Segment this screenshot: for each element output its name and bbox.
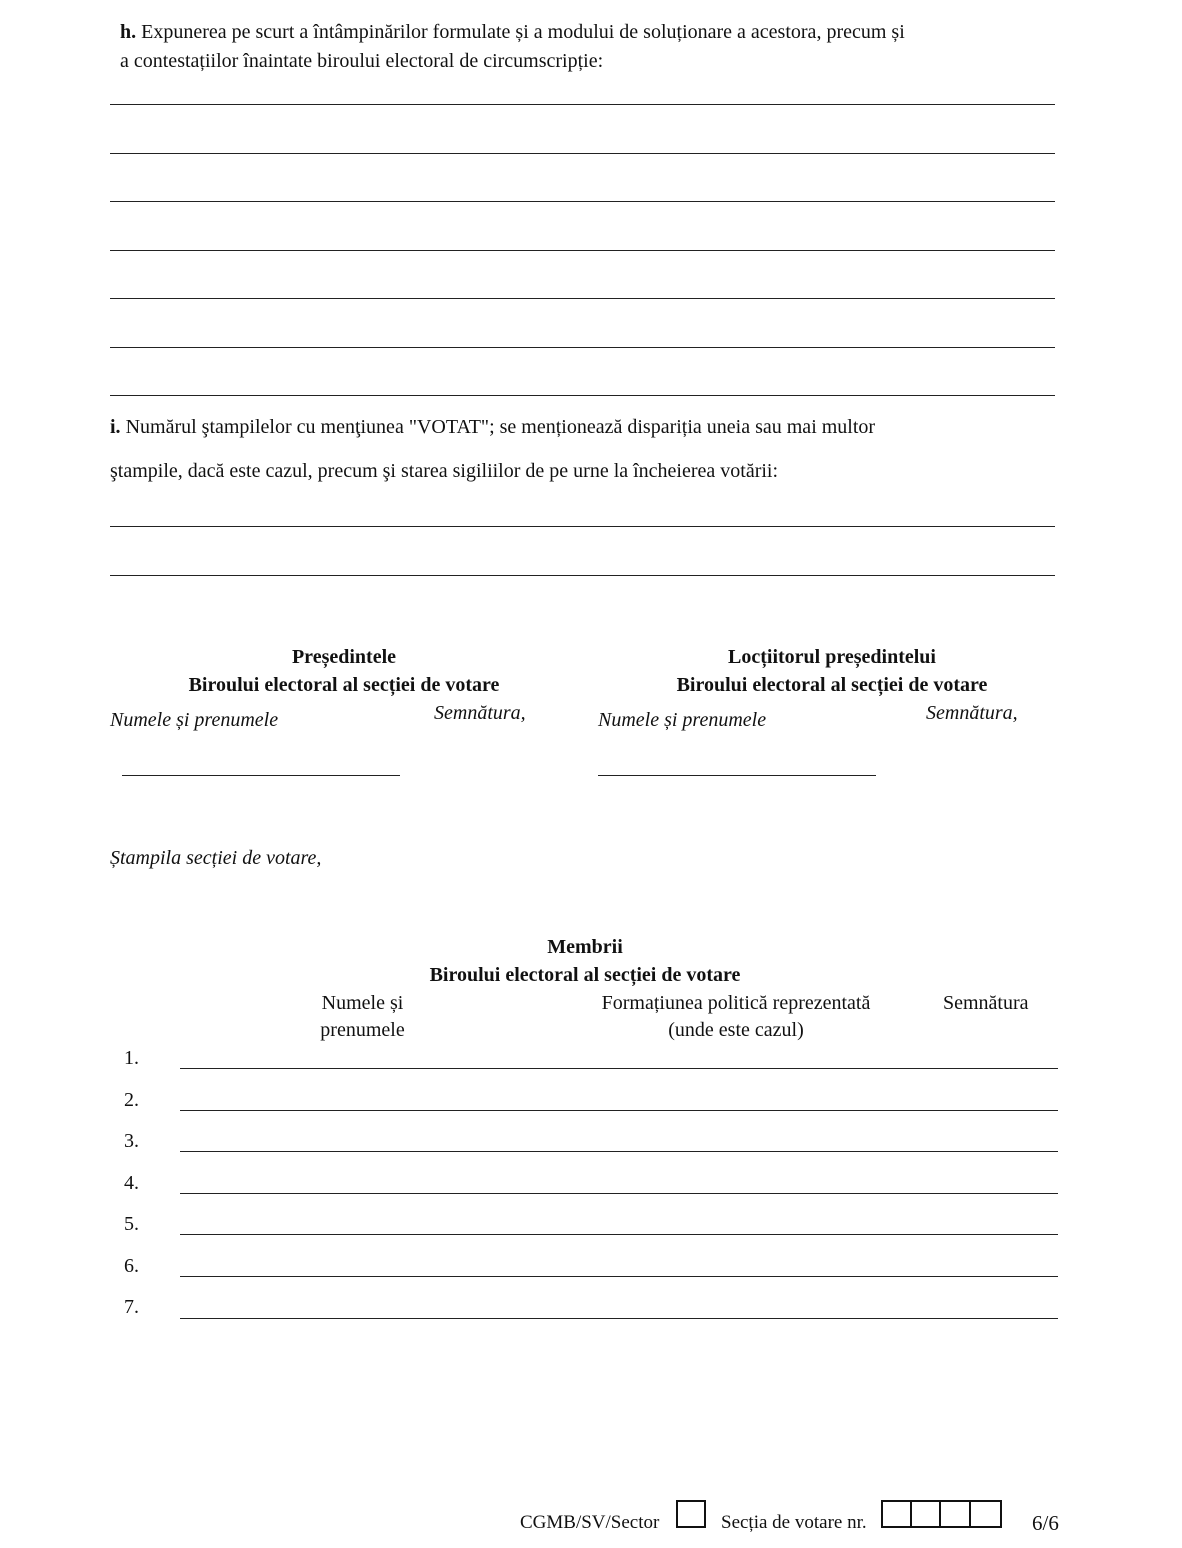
member-row-number: 1. <box>124 1047 139 1069</box>
write-line-h-1[interactable] <box>110 104 1055 105</box>
stamp-label: Ștampila secției de votare, <box>110 847 322 869</box>
footer-code: CGMB/SV/Sector <box>520 1512 660 1533</box>
president-name-line[interactable] <box>122 775 400 776</box>
section-i-line-1 <box>110 412 875 442</box>
member-row-line[interactable] <box>180 1276 1058 1277</box>
deputy-subtitle: Biroului electoral al secției de votare <box>676 674 988 696</box>
president-title: Președintele <box>291 646 397 668</box>
member-row-number: 4. <box>124 1172 139 1194</box>
member-row-number: 2. <box>124 1089 139 1111</box>
sector-box[interactable] <box>676 1500 706 1528</box>
members-subtitle: Biroului electoral al secției de votare <box>429 964 741 986</box>
write-line-i-1[interactable] <box>110 526 1055 527</box>
write-line-h-7[interactable] <box>110 395 1055 396</box>
col-name-header-1: Numele și <box>321 992 404 1014</box>
member-row-line[interactable] <box>180 1151 1058 1152</box>
president-signature-label: Semnătura, <box>434 702 526 724</box>
section-h-text-1: Expunerea pe scurt a întâmpinărilor formulate și a modului de soluționare a acestora, precum și <box>141 21 905 43</box>
member-row-line[interactable] <box>180 1234 1058 1235</box>
section-i-line-2: ştampile, dacă este cazul, precum şi starea sigiliilor de pe urne la încheierea votării: <box>110 460 779 482</box>
member-row-line[interactable] <box>180 1068 1058 1069</box>
deputy-name-line[interactable] <box>598 775 876 776</box>
deputy-signature-label: Semnătura, <box>926 702 1018 724</box>
col-party-header-1: Formațiunea politică reprezentată <box>601 992 871 1014</box>
section-number-box-4[interactable] <box>969 1500 1002 1528</box>
col-name-header-2: prenumele <box>320 1019 405 1041</box>
write-line-h-4[interactable] <box>110 250 1055 251</box>
write-line-i-2[interactable] <box>110 575 1055 576</box>
member-row-number: 6. <box>124 1255 139 1277</box>
member-row-line[interactable] <box>180 1110 1058 1111</box>
write-line-h-5[interactable] <box>110 298 1055 299</box>
president-name-label: Numele și prenumele <box>110 709 279 731</box>
write-line-h-2[interactable] <box>110 153 1055 154</box>
section-h-label: h. <box>120 21 137 43</box>
col-party-header-2: (unde este cazul) <box>668 1019 804 1041</box>
member-row-line[interactable] <box>180 1318 1058 1319</box>
write-line-h-6[interactable] <box>110 347 1055 348</box>
section-i-text-1: Numărul ştampilelor cu menţiunea "VOTAT"; se menționează dispariția uneia sau mai multor <box>125 416 876 438</box>
member-row-number: 3. <box>124 1130 139 1152</box>
deputy-title: Locțiitorul președintelui <box>728 646 936 668</box>
footer-section-label: Secția de votare nr. <box>721 1512 867 1533</box>
section-h-line-2: a contestațiilor înaintate biroului electoral de circumscripție: <box>120 50 604 72</box>
deputy-name-label: Numele și prenumele <box>598 709 767 731</box>
col-signature-header: Semnătura <box>943 992 1029 1014</box>
section-number-box-1[interactable] <box>881 1500 912 1528</box>
page-number: 6/6 <box>1032 1511 1059 1535</box>
president-subtitle: Biroului electoral al secției de votare <box>188 674 500 696</box>
write-line-h-3[interactable] <box>110 201 1055 202</box>
section-h-line-1 <box>120 17 905 47</box>
member-row-line[interactable] <box>180 1193 1058 1194</box>
member-row-number: 7. <box>124 1296 139 1318</box>
members-title: Membrii <box>547 936 623 958</box>
section-number-box-3[interactable] <box>939 1500 971 1528</box>
section-number-box-2[interactable] <box>910 1500 941 1528</box>
section-i-label: i. <box>110 416 121 438</box>
member-row-number: 5. <box>124 1213 139 1235</box>
